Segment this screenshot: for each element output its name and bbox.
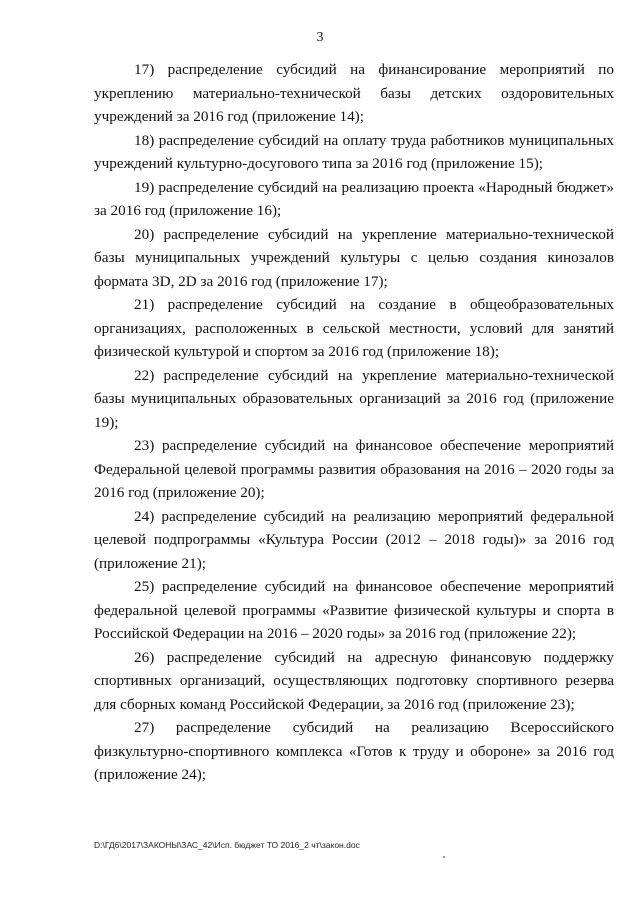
list-item-26: 26) распределение субсидий на адресную финансовую поддержку спортивных организаций, осуществляющих подготовку спортивного резерва для сборных команд Российской Федерации, за 2016 год (приложение 23); xyxy=(94,648,614,713)
list-item-18: 18) распределение субсидий на оплату труда работников муниципальных учреждений культурно-досугового типа за 2016 год (приложение 15); xyxy=(94,131,614,172)
footer-file-path: D:\ГД6\2017\ЗАКОНЫ\ЗАС_42\Исп. бюджет ТО 2016_2 чт\закон.doc xyxy=(94,840,360,850)
scan-speck xyxy=(443,856,445,858)
list-item-22: 22) распределение субсидий на укрепление материально-технической базы муниципальных образовательных организаций за 2016 год (приложение 19); xyxy=(94,366,614,431)
list-item-27: 27) распределение субсидий на реализацию Всероссийского физкультурно-спортивного комплекса «Готов к труду и обороне» за 2016 год (приложение 24); xyxy=(94,719,614,783)
list-item-21: 21) распределение субсидий на создание в общеобразовательных организациях, расположенных в сельской местности, условий для занятий физической культурой и спортом за 2016 год (приложение 18); xyxy=(94,296,614,360)
list-item-17: 17) распределение субсидий на финансирование мероприятий по укреплению материально-технической базы детских оздоровительных учреждений за 2016 год (приложение 14); xyxy=(94,61,614,125)
list-item-23: 23) распределение субсидий на финансовое обеспечение мероприятий Федеральной целевой программы развития образования на 2016 – 2020 годы за 2016 год (приложение 20); xyxy=(94,437,614,501)
list-item-25: 25) распределение субсидий на финансовое обеспечение мероприятий федеральной целевой программы «Развитие физической культуры и спорта в Российской Федерации на 2016 – 2020 годы» за 2016 год (приложение 22); xyxy=(94,578,614,642)
list-item-20: 20) распределение субсидий на укрепление материально-технической базы муниципальных учреждений культуры с целью создания кинозалов формата 3D, 2D за 2016 год (приложение 17); xyxy=(94,225,614,290)
list-item-19: 19) распределение субсидий на реализацию проекта «Народный бюджет» за 2016 год (приложение 16); xyxy=(94,178,614,219)
page-number: 3 xyxy=(316,30,324,45)
list-item-24: 24) распределение субсидий на реализацию мероприятий федеральной целевой подпрограммы «Культура России (2012 – 2018 годы)» за 2016 год (приложение 21); xyxy=(94,507,614,572)
document-body xyxy=(94,58,614,787)
